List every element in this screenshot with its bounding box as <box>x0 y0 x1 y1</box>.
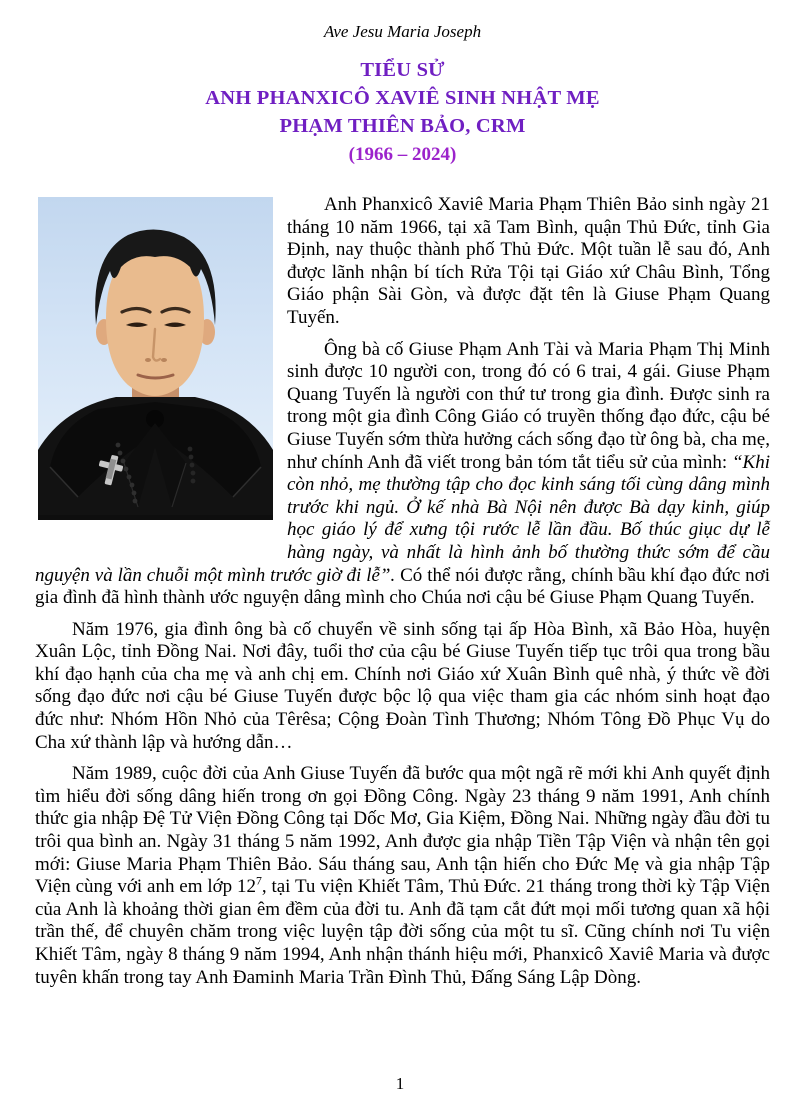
portrait-photo-graphic <box>38 197 273 520</box>
paragraph-2-text-b: Có thể nói được rằng, chính bầu khí đạo đức nơi gia đình đã hình thành ước nguyện dâng mình cho Chúa nơi cậu bé Giuse Phạm Quang Tuyến. <box>35 564 770 609</box>
portrait-photo <box>38 197 273 520</box>
paragraph-1-text: Anh Phanxicô Xaviê Maria Phạm Thiên Bảo sinh ngày 21 tháng 10 năm 1966, tại xã Tam Bình, quận Thủ Đức, tỉnh Gia Định, nay thuộc thành phố Thủ Đức. Một tuần lễ sau đó, Anh được lãnh nhận bí tích Rửa Tội tại Giáo xứ Châu Bình, Tổng Giáo phận Sài Gòn, và được đặt tên là Giuse Phạm Quang Tuyến. <box>287 194 770 328</box>
title-line-2: ANH PHANXICÔ XAVIÊ SINH NHẬT MẸ <box>205 87 600 109</box>
paragraph-2-text-a: Ông bà cố Giuse Phạm Anh Tài và Maria Phạm Thị Minh sinh được 10 người con, trong đó có 6 trai, 4 gái. Giuse Phạm Quang Tuyến là người con thứ tư trong gia đình. Được sinh ra trong một gia đình Công Giáo có truyền thống đạo đức, cậu bé Giuse Tuyến sớm thừa hưởng cách sống đạo từ ông bà, cha mẹ, như chính Anh đã viết trong bản tóm tắt tiểu sử của mình: <box>287 338 770 473</box>
paragraph-4-text-a: Năm 1989, cuộc đời của Anh Giuse Tuyến đã bước qua một ngã rẽ mới khi Anh quyết định tìm hiểu đời sống dâng hiến trong ơn gọi Đồng Công. Ngày 23 tháng 9 năm 1991, Anh chính thức gia nhập Đệ Tử Viện Đồng Công tại Dốc Mơ, Gia Kiệm, Đồng Nai. Những ngày đầu đời tu trôi qua bình an. Ngày 31 tháng 5 năm 1992, Anh được gia nhập Tiền Tập Viện và nhận tên gọi mới: Giuse Maria Phạm Thiên Bảo. Sáu tháng sau, Anh tận hiến cho Đức Mẹ và gia nhập Tập Viện cùng với anh em lớp 12 <box>35 763 770 898</box>
title-line-1: TIỂU SỬ <box>360 59 445 81</box>
title-block <box>35 56 770 168</box>
paragraph-3 <box>35 619 770 755</box>
motto-text: Ave Jesu Maria Joseph <box>323 22 482 41</box>
body-text <box>35 194 770 989</box>
page-number: 1 <box>395 1074 405 1093</box>
paragraph-2-quote-italic: “Khi còn nhỏ, mẹ thường tập cho đọc kinh sáng tối cùng dâng mình trước khi ngủ. Ở kế nhà Bà Nội nên được Bà dạy kinh, giúp học giáo lý để xưng tội rước lễ lần đầu. Bố thúc giục dự lễ hàng ngày, và nhất là hình ảnh bố thường thức sớm để cầu nguyện và lần chuỗi một mình trước giờ đi lễ”. <box>35 451 770 586</box>
paragraph-4-text-b: , tại Tu viện Khiết Tâm, Thủ Đức. 21 tháng trong thời kỳ Tập Viện của Anh là khoảng thời gian êm đềm của đời tu. Anh đã tạm cắt đứt mọi mối tương quan xã hội trần thế, để chuyên chăm trong việc luyện tập đời sống của một tu sĩ. Cũng chính nơi Tu viện Khiết Tâm, ngày 8 tháng 9 năm 1994, Anh nhận thánh hiệu mới, Phanxicô Xaviê Maria và được tuyên khấn trong tay Anh Đaminh Maria Trần Đình Thủ, Đấng Sáng Lập Dòng. <box>35 876 770 988</box>
paragraph-4 <box>35 763 770 989</box>
footnote-superscript: 7 <box>256 874 262 888</box>
years-line: (1966 – 2024) <box>348 144 457 165</box>
title-line-3: PHẠM THIÊN BẢO, CRM <box>279 115 526 137</box>
paragraph-3-text: Năm 1976, gia đình ông bà cố chuyển về sinh sống tại ấp Hòa Bình, xã Bảo Hòa, huyện Xuân Lộc, tỉnh Đồng Nai. Nơi đây, tuổi thơ của cậu bé Giuse Tuyến tiếp tục trôi qua trong bầu khí đạo hạnh của cha mẹ và anh chị em. Chính nơi Giáo xứ Xuân Bình quê nhà, ý thức về đời sống đạo đức nơi cậu bé Giuse Tuyến được bộc lộ qua việc tham gia các nhóm sinh hoạt đạo đức như: Nhóm Hồn Nhỏ của Têrêsa; Cộng Đoàn Tình Thương; Nhóm Tông Đồ Phục Vụ do Cha xứ thành lập và hướng dẫn… <box>35 618 770 753</box>
